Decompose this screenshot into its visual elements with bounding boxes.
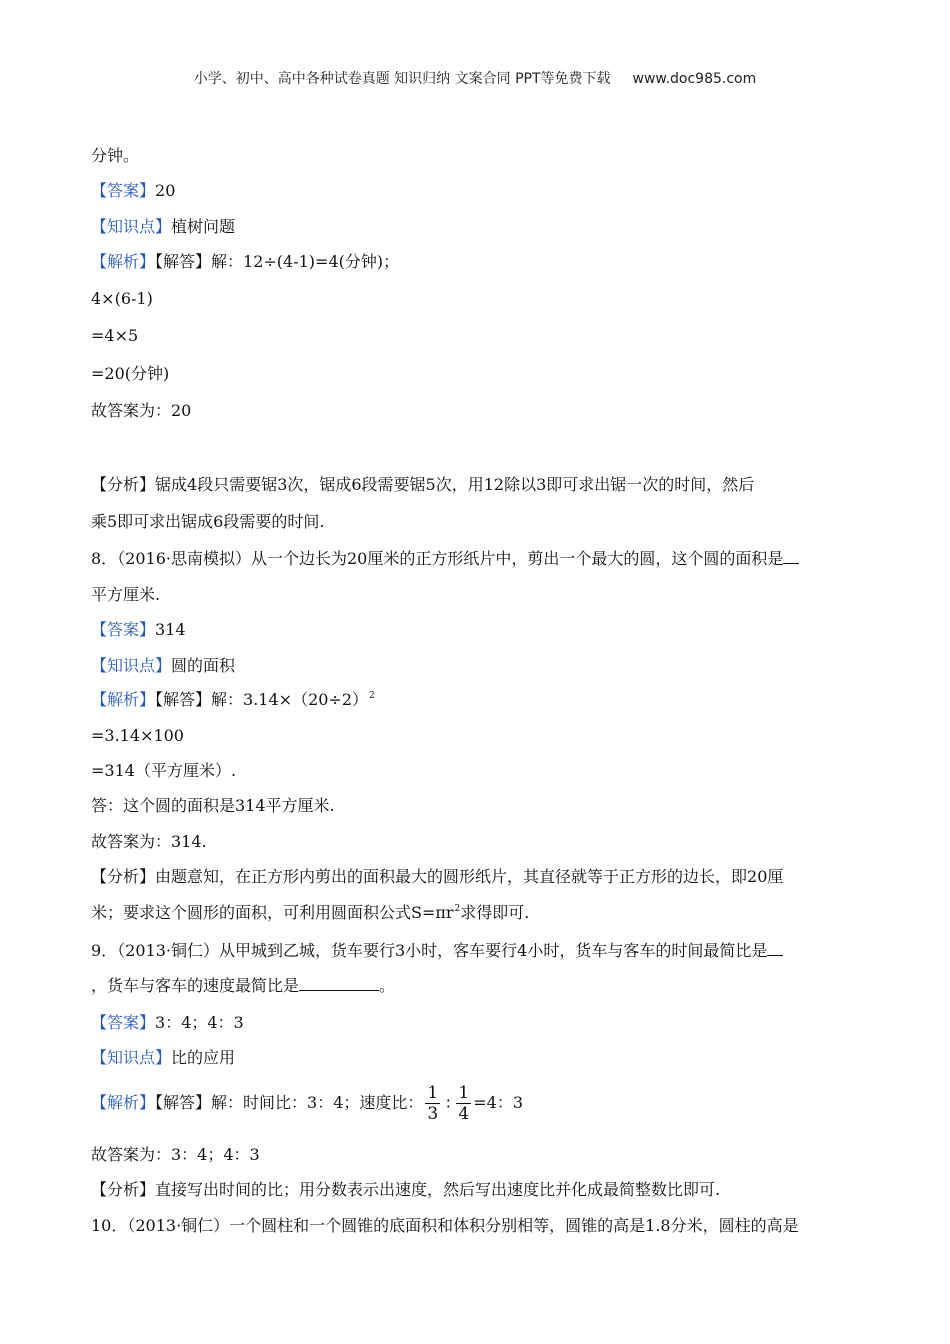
q7-knowledge-line bbox=[91, 217, 235, 237]
page-header bbox=[0, 68, 950, 88]
q8-knowledge: 圆的面积 bbox=[171, 656, 236, 675]
q7-solution: 解：12÷(4-1)=4(分钟)； bbox=[211, 252, 400, 271]
commentary-tag: 【分析】 bbox=[91, 1180, 156, 1199]
answer-tag: 【答案】 bbox=[91, 181, 156, 200]
q9-question-2b: 。 bbox=[379, 976, 396, 995]
q9-question-1: 9．（2013·铜仁）从甲城到乙城，货车要行3小时，客车要行4小时，货车与客车的时间最简比是 bbox=[91, 941, 768, 960]
q8-solution-exponent: 2 bbox=[369, 691, 375, 701]
q9-question-line bbox=[91, 941, 783, 961]
q8-final: 故答案为：314. bbox=[91, 832, 207, 851]
q9-commentary: 直接写出时间的比；用分数表示出速度，然后写出速度比并化成最简整数比即可. bbox=[155, 1180, 721, 1199]
q7-answer: 20 bbox=[155, 181, 176, 200]
commentary-tag: 【分析】 bbox=[91, 867, 156, 886]
q7-continuation: 分钟。 bbox=[91, 146, 140, 165]
answer-tag: 【答案】 bbox=[91, 1013, 156, 1032]
q8-solution: 解：3.14×（20÷2） bbox=[211, 690, 369, 709]
q8-step: =314（平方厘米）. bbox=[91, 761, 237, 780]
fraction-one-fourth bbox=[456, 1083, 471, 1124]
q8-commentary-1: 由题意知，在正方形内剪出的面积最大的圆形纸片，其直径就等于正方形的边长，即20厘 bbox=[155, 867, 784, 886]
q7-step: 4×(6-1) bbox=[91, 289, 153, 308]
header-text: 小学、初中、高中各种试卷真题 知识归纳 文案合同 PPT等免费下载 bbox=[193, 71, 611, 87]
q8-question-2: 平方厘米. bbox=[91, 585, 161, 604]
q8-commentary-2b: 求得即可. bbox=[460, 903, 530, 922]
q7-final: 故答案为：20 bbox=[91, 401, 192, 420]
knowledge-tag: 【知识点】 bbox=[91, 217, 172, 236]
q9-commentary-line bbox=[91, 1180, 720, 1200]
q8-commentary-exponent: 2 bbox=[454, 904, 461, 914]
analysis-tag: 【解析】 bbox=[91, 1093, 156, 1112]
q9-knowledge: 比的应用 bbox=[171, 1048, 236, 1067]
commentary-tag: 【分析】 bbox=[91, 475, 156, 494]
q7-commentary-line bbox=[91, 475, 754, 495]
analysis-tag: 【解析】 bbox=[91, 252, 156, 271]
header-url[interactable]: www.doc985.com bbox=[632, 71, 757, 87]
q7-step: =4×5 bbox=[91, 326, 139, 345]
ratio-separator: ∶ bbox=[446, 1093, 451, 1113]
fraction-one-third bbox=[425, 1083, 440, 1124]
solution-tag: 【解答】 bbox=[155, 690, 212, 709]
q8-reply: 答：这个圆的面积是314平方厘米. bbox=[91, 796, 335, 815]
q7-commentary-1: 锯成4段只需要锯3次，锯成6段需要锯5次，用12除以3即可求出锯一次的时间，然后 bbox=[155, 475, 755, 494]
q9-answer: 3：4；4：3 bbox=[155, 1013, 244, 1032]
q8-question-line bbox=[91, 549, 799, 569]
q7-solution-line bbox=[91, 252, 399, 272]
q9-final: 故答案为：3：4；4：3 bbox=[91, 1145, 260, 1164]
q7-answer-line bbox=[91, 181, 175, 201]
q9-question-2a: ，货车与客车的速度最简比是 bbox=[91, 976, 300, 995]
q7-knowledge: 植树问题 bbox=[171, 217, 236, 236]
q8-commentary-line bbox=[91, 867, 783, 887]
q9-blank-2 bbox=[299, 976, 379, 991]
q9-solution-prefix: 解：时间比：3：4；速度比： bbox=[211, 1093, 424, 1112]
q9-knowledge-line bbox=[91, 1048, 235, 1068]
q8-answer-line bbox=[91, 620, 186, 640]
q8-step: =3.14×100 bbox=[91, 726, 184, 745]
answer-tag: 【答案】 bbox=[91, 620, 156, 639]
q7-commentary-2: 乘5即可求出锯成6段需要的时间. bbox=[91, 512, 325, 531]
q9-solution-suffix: =4：3 bbox=[473, 1093, 524, 1112]
analysis-tag: 【解析】 bbox=[91, 690, 156, 709]
knowledge-tag: 【知识点】 bbox=[91, 1048, 172, 1067]
q8-commentary-2-line bbox=[91, 903, 529, 926]
q7-step: =20(分钟) bbox=[91, 364, 170, 383]
q9-question-2-line bbox=[91, 976, 395, 996]
knowledge-tag: 【知识点】 bbox=[91, 656, 172, 675]
fraction-numerator: 1 bbox=[458, 1083, 470, 1103]
q8-knowledge-line bbox=[91, 656, 235, 676]
q9-answer-line bbox=[91, 1013, 244, 1033]
q8-solution-line bbox=[91, 690, 375, 713]
fraction-denominator: 4 bbox=[458, 1104, 470, 1124]
fraction-denominator: 3 bbox=[427, 1104, 439, 1124]
q8-blank bbox=[783, 549, 799, 564]
q9-blank-1 bbox=[767, 941, 783, 956]
solution-tag: 【解答】 bbox=[155, 1093, 212, 1112]
solution-tag: 【解答】 bbox=[155, 252, 212, 271]
fraction-numerator: 1 bbox=[427, 1083, 439, 1103]
q8-commentary-2a: 米；要求这个圆形的面积，可利用圆面积公式S=πr bbox=[91, 903, 454, 922]
q9-solution-line bbox=[91, 1083, 523, 1124]
q8-answer: 314 bbox=[155, 620, 186, 639]
q8-question-1: 8．（2016·思南模拟）从一个边长为20厘米的正方形纸片中，剪出一个最大的圆，这个圆的面积是 bbox=[91, 549, 784, 568]
q10-question-1: 10．（2013·铜仁）一个圆柱和一个圆锥的底面积和体积分别相等，圆锥的高是1.8分米，圆柱的高是 bbox=[91, 1216, 799, 1235]
